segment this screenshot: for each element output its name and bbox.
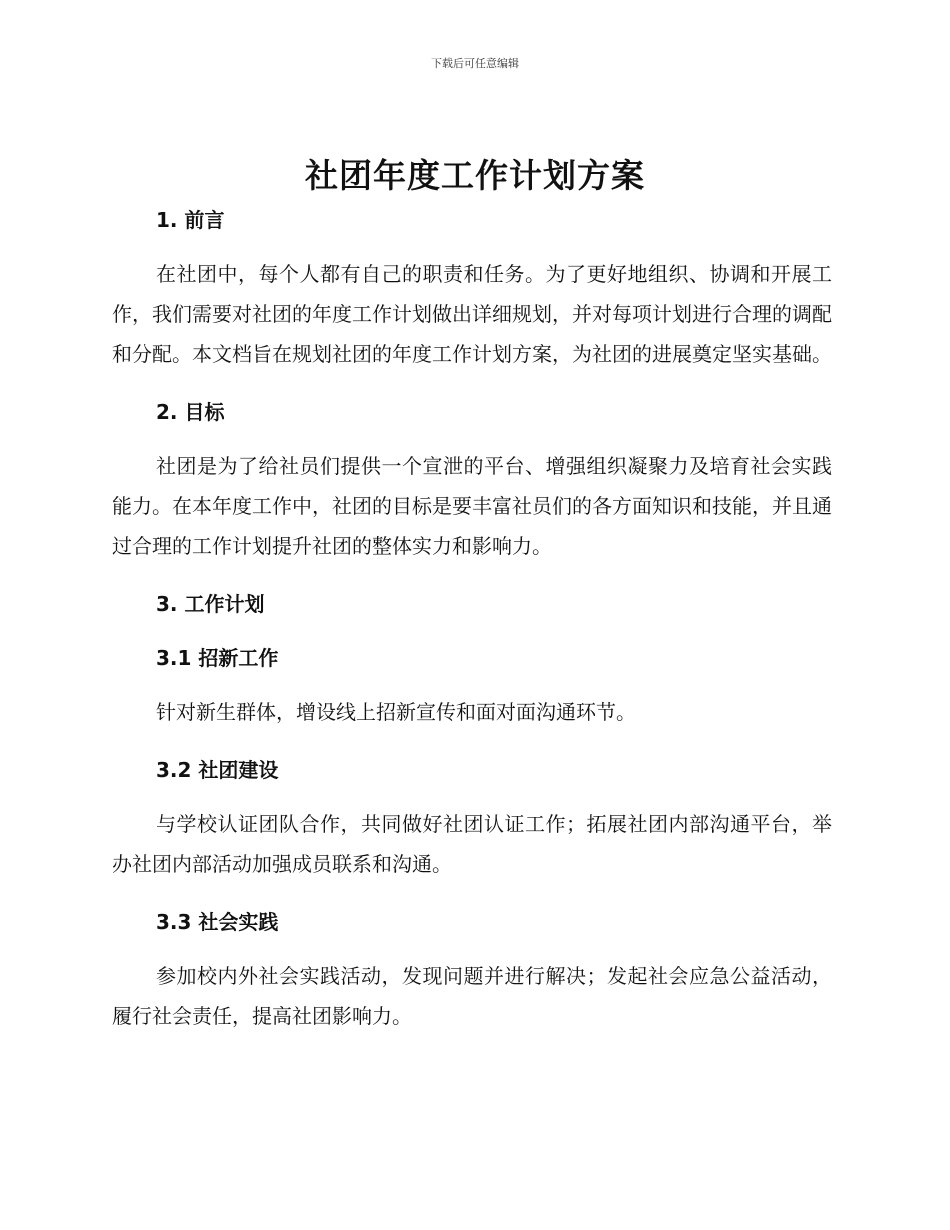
document-body bbox=[112, 200, 832, 1036]
section-heading-work-plan: 3. 工作计划 bbox=[156, 592, 265, 616]
section-heading-preface: 1. 前言 bbox=[156, 208, 225, 232]
section-body-preface: 在社团中，每个人都有自己的职责和任务。为了更好地组织、协调和开展工作，我们需要对社团的年度工作计划做出详细规划，并对每项计划进行合理的调配和分配。本文档旨在规划社团的年度工作计划方案，为社团的进展奠定坚实基础。 bbox=[112, 262, 832, 366]
section-heading-social-practice: 3.3 社会实践 bbox=[156, 910, 279, 934]
document-title: 社团年度工作计划方案 bbox=[305, 156, 645, 195]
header-note: 下载后可任意编辑 bbox=[431, 57, 519, 70]
section-body-goals: 社团是为了给社员们提供一个宣泄的平台、增强组织凝聚力及培育社会实践能力。在本年度工作中，社团的目标是要丰富社员们的各方面知识和技能，并且通过合理的工作计划提升社团的整体实力和影响力。 bbox=[112, 454, 832, 558]
section-body-club-building: 与学校认证团队合作，共同做好社团认证工作；拓展社团内部沟通平台，举办社团内部活动加强成员联系和沟通。 bbox=[112, 812, 832, 876]
section-heading-club-building: 3.2 社团建设 bbox=[156, 758, 279, 782]
section-heading-goals: 2. 目标 bbox=[156, 400, 225, 424]
section-body-social-practice: 参加校内外社会实践活动，发现问题并进行解决；发起社会应急公益活动，履行社会责任，提高社团影响力。 bbox=[112, 964, 832, 1028]
section-body-recruitment: 针对新生群体，增设线上招新宣传和面对面沟通环节。 bbox=[156, 700, 636, 724]
section-heading-recruitment: 3.1 招新工作 bbox=[156, 646, 279, 670]
